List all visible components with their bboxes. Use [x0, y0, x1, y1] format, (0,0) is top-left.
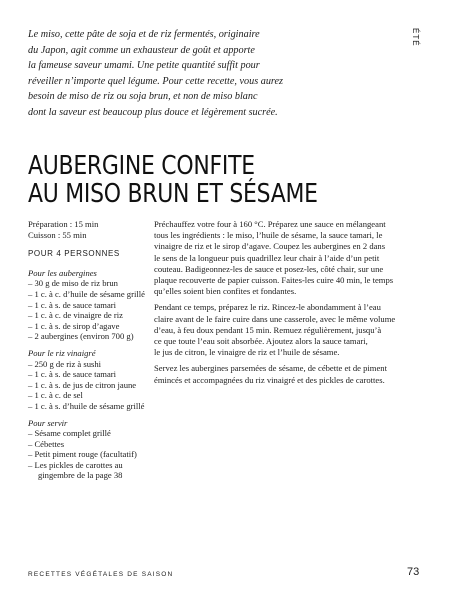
ingredients-column: [28, 219, 146, 487]
intro-line: dont la saveur est beaucoup plus douce et légèrement sucrée.: [28, 106, 278, 118]
ingredient-group-title: Pour les aubergines: [28, 267, 97, 278]
intro-line: du Japon, agit comme un exhausteur de goût et apporte: [28, 44, 255, 56]
ingredient-item: – 1 c. à s. de jus de citron jaune: [28, 379, 137, 390]
ingredient-item: – 1 c. à s. de sauce tamari: [28, 369, 117, 380]
instruction-line: ce que toute l’eau soit absorbée. Ajoutez alors la sauce tamari,: [154, 336, 368, 347]
instruction-step: [154, 219, 424, 297]
intro-line: la fameuse saveur umami. Une petite quantité suffit pour: [28, 60, 260, 72]
ingredient-group-rice: [28, 348, 146, 412]
instructions-column: [154, 219, 424, 391]
ingredient-item: – 1 c. à c. d’huile de sésame grillé: [28, 288, 145, 299]
ingredient-item: – 1 c. à c. de sel: [28, 390, 83, 401]
ingredient-item: – Petit piment rouge (facultatif): [28, 449, 137, 460]
servings: POUR 4 PERSONNES: [28, 249, 120, 259]
ingredient-item: – Sésame complet grillé: [28, 428, 111, 439]
season-section-tab: [408, 28, 422, 74]
cook-time: Cuisson : 55 min: [28, 229, 87, 240]
recipe-title-line: AU MISO BRUN ET SÉSAME: [28, 179, 318, 209]
instruction-step: [154, 302, 424, 358]
ingredient-group-serving: [28, 418, 146, 482]
instruction-line: Servez les aubergines parsemées de sésame, de cébette et de piment: [154, 363, 387, 374]
instruction-line: claire avant de le faire cuire dans une casserole, avec le même volume: [154, 313, 396, 324]
instruction-line: d’eau, à feu doux pendant 15 min. Remuez régulièrement, jusqu’à: [154, 324, 382, 335]
instruction-line: qu’elles soient bien confites et fondantes.: [154, 286, 297, 297]
instruction-line: plaque recouverte de papier cuisson. Faites-les cuire 40 min, le temps: [154, 275, 394, 286]
intro-line: besoin de miso de riz ou soja brun, et non de miso blanc: [28, 91, 258, 103]
ingredient-item: – 2 aubergines (environ 700 g): [28, 331, 134, 342]
intro-paragraph: [28, 27, 418, 121]
instruction-line: Préchauffez votre four à 160 °C. Préparez une sauce en mélangeant: [154, 219, 386, 229]
ingredient-item: – 250 g de riz à sushi: [28, 358, 102, 369]
book-title-footer: RECETTES VÉGÉTALES DE SAISON: [28, 571, 174, 578]
recipe-title: [28, 152, 318, 208]
ingredient-item: – 30 g de miso de riz brun: [28, 278, 118, 289]
ingredient-item: – 1 c. à s. de sirop d’agave: [28, 320, 120, 331]
season-label: ÉTÉ: [411, 28, 420, 47]
instruction-line: tous les ingrédients : le miso, l’huile de sésame, la sauce tamari, le: [154, 230, 383, 241]
ingredient-group-title: Pour le riz vinaigré: [28, 347, 96, 358]
ingredient-group-aubergines: [28, 268, 146, 342]
instruction-line: le sens de la longueur puis quadrillez leur chair à l’aide d’un petit: [154, 252, 380, 263]
page-number: 73: [407, 566, 420, 578]
instruction-line: vinaigre de riz et le sirop d’agave. Coupez les aubergines en 2 dans: [154, 241, 386, 252]
ingredient-item: – 1 c. à c. de vinaigre de riz: [28, 310, 123, 321]
instruction-line: couteau. Badigeonnez-les de sauce et posez-les, côté chair, sur une: [154, 263, 384, 274]
instruction-line: émincés et accompagnées du riz vinaigré et des pickles de carottes.: [154, 374, 385, 385]
intro-line: Le miso, cette pâte de soja et de riz fermentés, originaire: [28, 29, 260, 40]
intro-line: réveiller n’importe quel légume. Pour cette recette, vous aurez: [28, 75, 283, 87]
instruction-line: Pendant ce temps, préparez le riz. Rincez-le abondamment à l’eau: [154, 302, 381, 313]
ingredient-item: – 1 c. à s. d’huile de sésame grillé: [28, 400, 145, 411]
ingredient-group-title: Pour servir: [28, 417, 68, 428]
ingredient-item: – Cébettes: [28, 438, 65, 449]
prep-time: Préparation : 15 min: [28, 219, 99, 229]
instruction-step: [154, 363, 424, 385]
recipe-title-line: AUBERGINE CONFITE: [28, 151, 255, 181]
ingredient-item: – 1 c. à s. de sauce tamari: [28, 299, 117, 310]
ingredient-item: – Les pickles de carottes au gingembre de la page 38: [28, 459, 123, 481]
instruction-line: le jus de citron, le vinaigre de riz et l’huile de sésame.: [154, 347, 340, 358]
